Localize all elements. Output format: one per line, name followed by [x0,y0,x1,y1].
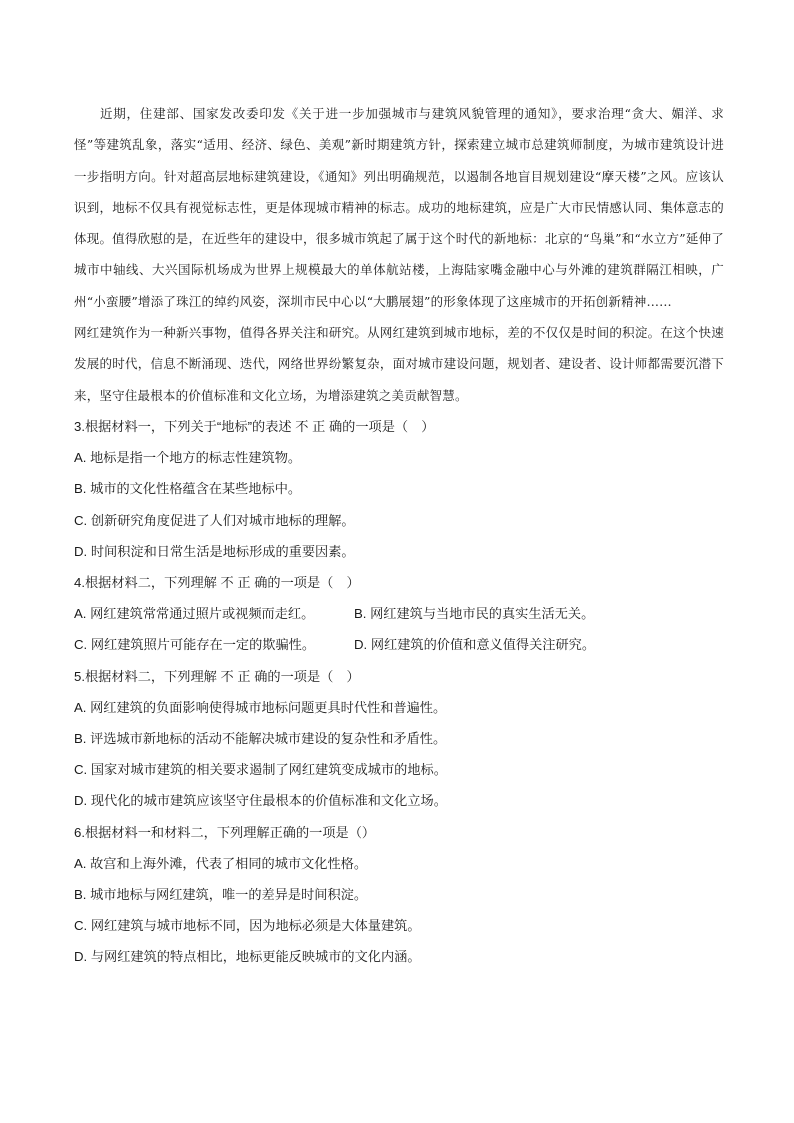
option-a: A. 网红建筑常常通过照片或视频而走红。 [74,606,315,622]
option-a: A. 故宫和上海外滩，代表了相同的城市文化性格。 [74,855,368,871]
question-4 [74,567,724,661]
question-3 [74,411,724,567]
document-page [74,98,724,973]
question-stem: 3.根据材料一，下列关于“地标”的表述 不 正 确的一项是（ ） [74,418,435,434]
passage-paragraph-1: 近期，住建部、国家发改委印发《关于进一步加强城市与建筑风貌管理的通知》，要求治理“贪大、媚洋、求怪”等建筑乱象，落实“适用、经济、绿色、美观”新时期建筑方针，探索建立城市总建筑师制度，为城市建筑设计进一步指明方向。针对超高层地标建筑建设，《通知》列出明确规范，以遏制各地盲目规划建设“摩天楼”之风。应该认识到，地标不仅具有视觉标志性，更是体现城市精神的标志。成功的地标建筑，应是广大市民情感认同、集体意志的体现。值得欣慰的是，在近些年的建设中，很多城市筑起了属于这个时代的新地标：北京的“鸟巢”和“水立方”延伸了城市中轴线、大兴国际机场成为世界上规模最大的单体航站楼，上海陆家嘴金融中心与外滩的建筑群隔江相映，广州“小蛮腰”增添了珠江的绰约风姿，深圳市民中心以“大鹏展翅”的形象体现了这座城市的开拓创新精神…… [74,106,724,309]
question-5 [74,661,724,817]
option-a: A. 地标是指一个地方的标志性建筑物。 [74,450,302,466]
option-b: B. 评选城市新地标的活动不能解决城市建设的复杂性和矛盾性。 [74,731,447,746]
question-stem: 5.根据材料二，下列理解 不 正 确的一项是（ ） [74,668,360,684]
question-6 [74,817,724,973]
option-b: B. 城市地标与网红建筑，唯一的差异是时间积淀。 [74,887,368,903]
option-row [74,598,724,629]
reading-passage [74,98,724,411]
option-row [74,629,724,660]
question-list [74,411,724,973]
option-c: C. 创新研究角度促进了人们对城市地标的理解。 [74,512,355,528]
option-b: B. 网红建筑与当地市民的真实生活无关。 [354,606,595,622]
option-d: D. 网红建筑的价值和意义值得关注研究。 [354,637,596,653]
option-d: D. 与网红建筑的特点相比，地标更能反映城市的文化内涵。 [74,949,421,965]
option-c: C. 网红建筑照片可能存在一定的欺骗性。 [74,637,316,653]
option-c: C. 网红建筑与城市地标不同，因为地标必须是大体量建筑。 [74,918,421,934]
option-b: B. 城市的文化性格蕴含在某些地标中。 [74,481,302,497]
passage-paragraph-2: 网红建筑作为一种新兴事物，值得各界关注和研究。从网红建筑到城市地标，差的不仅仅是时间的积淀。在这个快速发展的时代，信息不断涌现、迭代，网络世界纷繁复杂，面对城市建设问题，规划者、建设者、设计师都需要沉潜下来，坚守住最根本的价值标准和文化立场，为增添建筑之美贡献智慧。 [74,325,724,403]
question-stem: 4.根据材料二，下列理解 不 正 确的一项是（ ） [74,574,360,590]
option-c: C. 国家对城市建筑的相关要求遏制了网红建筑变成城市的地标。 [74,762,447,778]
option-a: A. 网红建筑的负面影响使得城市地标问题更具时代性和普遍性。 [74,699,447,715]
question-stem: 6.根据材料一和材料二，下列理解正确的一项是（） [74,824,376,840]
option-d: D. 时间积淀和日常生活是地标形成的重要因素。 [74,543,355,559]
option-d: D. 现代化的城市建筑应该坚守住最根本的价值标准和文化立场。 [74,793,447,809]
